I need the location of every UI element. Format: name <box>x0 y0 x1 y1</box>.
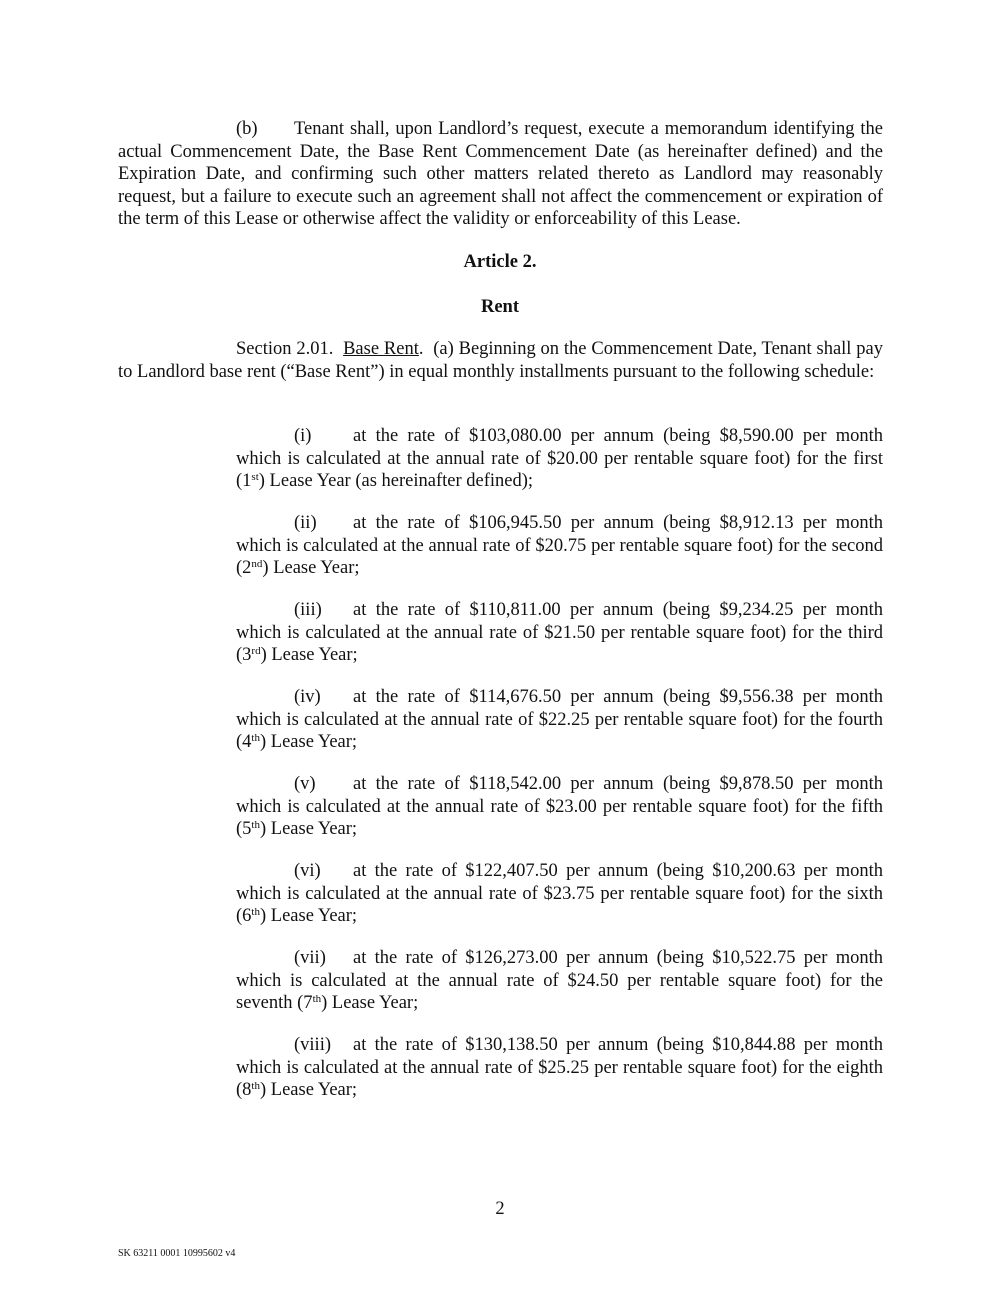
paragraph-b-text: Tenant shall, upon Landlord’s request, execute a memorandum identifying the actual Commencement Date, the Base Rent Commencement Date (as hereinafter defined) and the Expiration Date, and confirming such other matters related thereto as Landlord may reasonably request, but a failure to execute such an agreement shall not affect the commencement or expiration of the term of this Lease or otherwise affect the validity or enforceability of this Lease. <box>118 119 883 230</box>
schedule-item-text-end: ) Lease Year; <box>259 1080 358 1101</box>
ordinal-suffix: th <box>251 732 260 745</box>
schedule-item-text-end: ) Lease Year; <box>259 819 358 840</box>
schedule-item-number: (v) <box>294 774 316 794</box>
schedule-item-text-end: ) Lease Year (as hereinafter defined); <box>258 471 534 492</box>
schedule-item-text: at the rate of $130,138.50 per annum (being $10,844.88 per month which is calculated at the annual rate of $25.25 per rentable square foot) for the eighth (8 <box>236 1035 883 1101</box>
schedule-item <box>236 860 883 928</box>
ordinal-suffix: th <box>251 819 260 832</box>
schedule-item-text: at the rate of $110,811.00 per annum (being $9,234.25 per month which is calculated at the annual rate of $21.50 per rentable square foot) for the third (3 <box>236 600 883 666</box>
schedule-item-text-end: ) Lease Year; <box>262 558 360 579</box>
schedule-item-number: (i) <box>294 426 312 446</box>
section-title: Base Rent <box>343 339 419 359</box>
ordinal-suffix: th <box>251 906 260 919</box>
ordinal-suffix: nd <box>251 558 263 571</box>
schedule-item-number: (ii) <box>294 513 317 533</box>
schedule-item <box>236 773 883 841</box>
schedule-item <box>236 425 883 493</box>
schedule-item-number: (vi) <box>294 861 321 881</box>
schedule-item-number: (iv) <box>294 687 321 707</box>
article-title: Rent <box>480 297 520 317</box>
ordinal-suffix: th <box>312 993 322 1006</box>
schedule-item-number: (iii) <box>294 600 322 620</box>
schedule-item <box>236 512 883 580</box>
schedule-item-number: (vii) <box>294 948 326 968</box>
schedule-item-number: (viii) <box>294 1035 331 1055</box>
schedule-item-text-end: ) Lease Year; <box>260 645 358 666</box>
schedule-item-text: at the rate of $114,676.50 per annum (being $9,556.38 per month which is calculated at the annual rate of $22.25 per rentable square foot) for the fourth (4 <box>236 687 883 753</box>
schedule-item-text: at the rate of $103,080.00 per annum (being $8,590.00 per month which is calculated at the annual rate of $20.00 per rentable square foot) for the first (1 <box>236 426 883 492</box>
ordinal-suffix: th <box>251 1080 260 1093</box>
schedule-item-text: at the rate of $126,273.00 per annum (being $10,522.75 per month which is calculated at the annual rate of $24.50 per rentable square foot) for the seventh (7 <box>236 948 883 1014</box>
section-text: (a) Beginning on the Commencement Date, Tenant shall pay to Landlord base rent (“Base Rent”) in equal monthly installments pursuant to the following schedule: <box>118 339 884 382</box>
schedule-item <box>236 599 883 667</box>
ordinal-suffix: st <box>251 471 259 484</box>
schedule-item <box>236 1034 883 1102</box>
page-number: 2 <box>495 1199 505 1219</box>
schedule-item-text-end: ) Lease Year; <box>259 906 358 927</box>
schedule-item-text: at the rate of $106,945.50 per annum (being $8,912.13 per month which is calculated at the annual rate of $20.75 per rentable square foot) for the second (2 <box>236 513 883 579</box>
document-footer-id: SK 63211 0001 10995602 v4 <box>118 1248 236 1259</box>
section-number: Section 2.01. <box>236 339 334 359</box>
paragraph-b <box>118 118 883 231</box>
article-number: Article 2. <box>463 252 537 272</box>
schedule-item-text: at the rate of $122,407.50 per annum (being $10,200.63 per month which is calculated at the annual rate of $23.75 per rentable square foot) for the sixth (6 <box>236 861 883 927</box>
section-2-01 <box>118 338 883 383</box>
schedule-item <box>236 686 883 754</box>
section-title-period: . <box>418 339 424 359</box>
schedule-item-text: at the rate of $118,542.00 per annum (being $9,878.50 per month which is calculated at the annual rate of $23.00 per rentable square foot) for the fifth (5 <box>236 774 883 840</box>
paragraph-b-label: (b) <box>236 119 258 139</box>
schedule-item <box>236 947 883 1015</box>
ordinal-suffix: rd <box>251 645 261 658</box>
schedule-item-text-end: ) Lease Year; <box>321 993 419 1014</box>
schedule-item-text-end: ) Lease Year; <box>259 732 358 753</box>
